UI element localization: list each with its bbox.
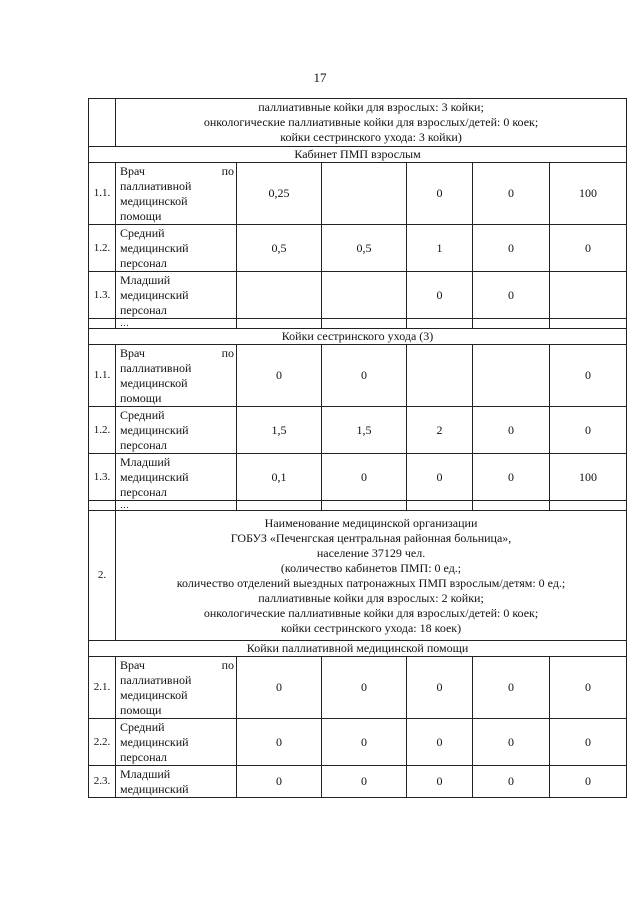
role-word: по xyxy=(221,657,234,672)
table-row xyxy=(89,766,627,798)
value-cell: 1 xyxy=(407,225,473,272)
role-cell xyxy=(116,345,237,407)
role-line: медицинский xyxy=(120,781,189,796)
org-block-line: койки сестринского ухода: 18 коек) xyxy=(280,620,462,635)
row-number: 1.1. xyxy=(89,345,116,407)
value-cell: 0 xyxy=(473,272,550,319)
value-cell xyxy=(407,345,473,407)
role-word: по xyxy=(221,345,234,360)
value-cell: 0 xyxy=(473,225,550,272)
role-word: Врач xyxy=(120,345,145,360)
value-cell: 2 xyxy=(407,407,473,454)
value-cell: 0 xyxy=(322,657,407,719)
table-row xyxy=(89,719,627,766)
value-cell: 0 xyxy=(473,657,550,719)
value-cell: 0 xyxy=(550,345,627,407)
role-line: помощи xyxy=(120,390,162,405)
value-cell: 0 xyxy=(237,766,322,798)
page-number: 17 xyxy=(313,70,327,85)
role-line: персонал xyxy=(120,302,167,317)
top-block-number-cell xyxy=(89,99,116,147)
role-line: медицинский xyxy=(120,422,189,437)
value-cell: 0 xyxy=(237,719,322,766)
value-cell xyxy=(407,501,473,511)
top-block-line: койки сестринского ухода: 3 койки) xyxy=(280,130,462,144)
value-cell: 0 xyxy=(407,766,473,798)
table-row xyxy=(89,454,627,501)
section-pmp-row xyxy=(89,147,627,163)
role-line: медицинской xyxy=(120,193,188,208)
role-cell xyxy=(116,454,237,501)
value-cell xyxy=(237,272,322,319)
table-row xyxy=(89,657,627,719)
value-cell: 0 xyxy=(237,345,322,407)
value-cell: 0 xyxy=(473,163,550,225)
row-number xyxy=(89,319,116,329)
role-line xyxy=(120,455,234,470)
role-line xyxy=(120,658,234,673)
value-cell: 0 xyxy=(322,345,407,407)
section-palliative-row xyxy=(89,641,627,657)
value-cell xyxy=(473,501,550,511)
role-line xyxy=(120,226,234,241)
value-cell: 0 xyxy=(237,657,322,719)
role-line: помощи xyxy=(120,208,162,223)
value-cell: 0 xyxy=(407,163,473,225)
org-block-line: (количество кабинетов ПМП: 0 ед.; xyxy=(280,560,462,575)
section-nursing-heading: Койки сестринского ухода (3) xyxy=(89,329,627,345)
role-word: Врач xyxy=(120,163,145,178)
value-cell: 0 xyxy=(322,719,407,766)
role-cell xyxy=(116,766,237,798)
org-block-text-cell xyxy=(116,511,627,641)
role-line: медицинский xyxy=(120,469,189,484)
value-cell: 0 xyxy=(407,272,473,319)
value-cell xyxy=(473,319,550,329)
value-cell xyxy=(237,319,322,329)
role-word: Врач xyxy=(120,657,145,672)
value-cell: 0 xyxy=(473,719,550,766)
table-row xyxy=(89,407,627,454)
section-nursing-row xyxy=(89,329,627,345)
value-cell xyxy=(237,501,322,511)
value-cell: 0 xyxy=(322,454,407,501)
value-cell xyxy=(322,501,407,511)
top-block-line: паллиативные койки для взрослых: 3 койки; xyxy=(258,100,484,114)
top-block-line: онкологические паллиативные койки для взрослых/детей: 0 коек; xyxy=(203,115,539,129)
value-cell xyxy=(550,272,627,319)
org-block-line: количество отделений выездных патронажных ПМП взрослым/детям: 0 ед.; xyxy=(176,575,566,590)
role-word: Средний xyxy=(120,719,165,734)
ellipsis-cell: … xyxy=(116,319,237,329)
value-cell: 0 xyxy=(550,719,627,766)
org-block-line: Наименование медицинской организации xyxy=(264,515,478,530)
ellipsis-row xyxy=(89,501,627,511)
role-line: помощи xyxy=(120,702,162,717)
value-cell: 0 xyxy=(407,657,473,719)
role-word: по xyxy=(221,163,234,178)
role-cell xyxy=(116,163,237,225)
top-block-text-cell xyxy=(116,99,627,147)
row-number xyxy=(89,501,116,511)
row-number: 1.3. xyxy=(89,454,116,501)
role-line xyxy=(120,273,234,288)
top-block-row xyxy=(89,99,627,147)
row-number: 1.2. xyxy=(89,225,116,272)
role-line: медицинский xyxy=(120,734,189,749)
role-word: Младший xyxy=(120,272,171,287)
role-line xyxy=(120,346,234,361)
row-number: 2.1. xyxy=(89,657,116,719)
role-line: персонал xyxy=(120,484,167,499)
value-cell: 0,5 xyxy=(322,225,407,272)
value-cell: 0 xyxy=(550,657,627,719)
role-cell xyxy=(116,407,237,454)
value-cell: 0 xyxy=(550,407,627,454)
role-cell xyxy=(116,657,237,719)
role-line xyxy=(120,164,234,179)
role-line: медицинский xyxy=(120,287,189,302)
value-cell: 0 xyxy=(473,766,550,798)
table-row xyxy=(89,225,627,272)
value-cell: 100 xyxy=(550,454,627,501)
row-number: 2.2. xyxy=(89,719,116,766)
value-cell xyxy=(407,319,473,329)
role-line: персонал xyxy=(120,437,167,452)
table-row xyxy=(89,345,627,407)
role-cell xyxy=(116,225,237,272)
value-cell xyxy=(550,501,627,511)
role-line xyxy=(120,720,234,735)
value-cell: 0,25 xyxy=(237,163,322,225)
org-block-line: население 37129 чел. xyxy=(316,545,426,560)
role-line: медицинский xyxy=(120,240,189,255)
role-cell xyxy=(116,272,237,319)
value-cell xyxy=(322,319,407,329)
ellipsis-row xyxy=(89,319,627,329)
role-line: персонал xyxy=(120,749,167,764)
value-cell xyxy=(473,345,550,407)
role-line: паллиативной xyxy=(120,360,192,375)
org-block-line: ГОБУЗ «Печенгская центральная районная больница», xyxy=(230,530,512,545)
value-cell: 0 xyxy=(407,719,473,766)
table-row xyxy=(89,272,627,319)
value-cell: 0,1 xyxy=(237,454,322,501)
row-number: 2.3. xyxy=(89,766,116,798)
value-cell: 100 xyxy=(550,163,627,225)
value-cell: 0 xyxy=(550,766,627,798)
section-pmp-heading: Кабинет ПМП взрослым xyxy=(89,147,627,163)
role-word: Младший xyxy=(120,454,171,469)
section-palliative-heading: Койки паллиативной медицинской помощи xyxy=(89,641,627,657)
table-row xyxy=(89,163,627,225)
value-cell: 1,5 xyxy=(322,407,407,454)
role-word: Средний xyxy=(120,407,165,422)
role-word: Средний xyxy=(120,225,165,240)
role-line: паллиативной xyxy=(120,178,192,193)
role-word: Младший xyxy=(120,766,171,781)
value-cell: 1,5 xyxy=(237,407,322,454)
org-block-line: онкологические паллиативные койки для взрослых/детей: 0 коек; xyxy=(203,605,539,620)
role-cell xyxy=(116,719,237,766)
row-number: 1.2. xyxy=(89,407,116,454)
row-number: 1.1. xyxy=(89,163,116,225)
row-number: 1.3. xyxy=(89,272,116,319)
value-cell: 0 xyxy=(407,454,473,501)
role-line xyxy=(120,767,234,782)
value-cell xyxy=(322,272,407,319)
value-cell xyxy=(322,163,407,225)
ellipsis-cell: … xyxy=(116,501,237,511)
value-cell: 0 xyxy=(322,766,407,798)
org-block-number-cell: 2. xyxy=(89,511,116,641)
value-cell: 0 xyxy=(473,407,550,454)
role-line xyxy=(120,408,234,423)
value-cell: 0 xyxy=(550,225,627,272)
value-cell: 0 xyxy=(473,454,550,501)
role-line: паллиативной xyxy=(120,672,192,687)
role-line: персонал xyxy=(120,255,167,270)
value-cell: 0,5 xyxy=(237,225,322,272)
org-block-line: паллиативные койки для взрослых: 2 койки; xyxy=(258,590,484,605)
staffing-table xyxy=(88,98,627,798)
value-cell xyxy=(550,319,627,329)
org-block-row xyxy=(89,511,627,641)
role-line: медицинской xyxy=(120,687,188,702)
role-line: медицинской xyxy=(120,375,188,390)
